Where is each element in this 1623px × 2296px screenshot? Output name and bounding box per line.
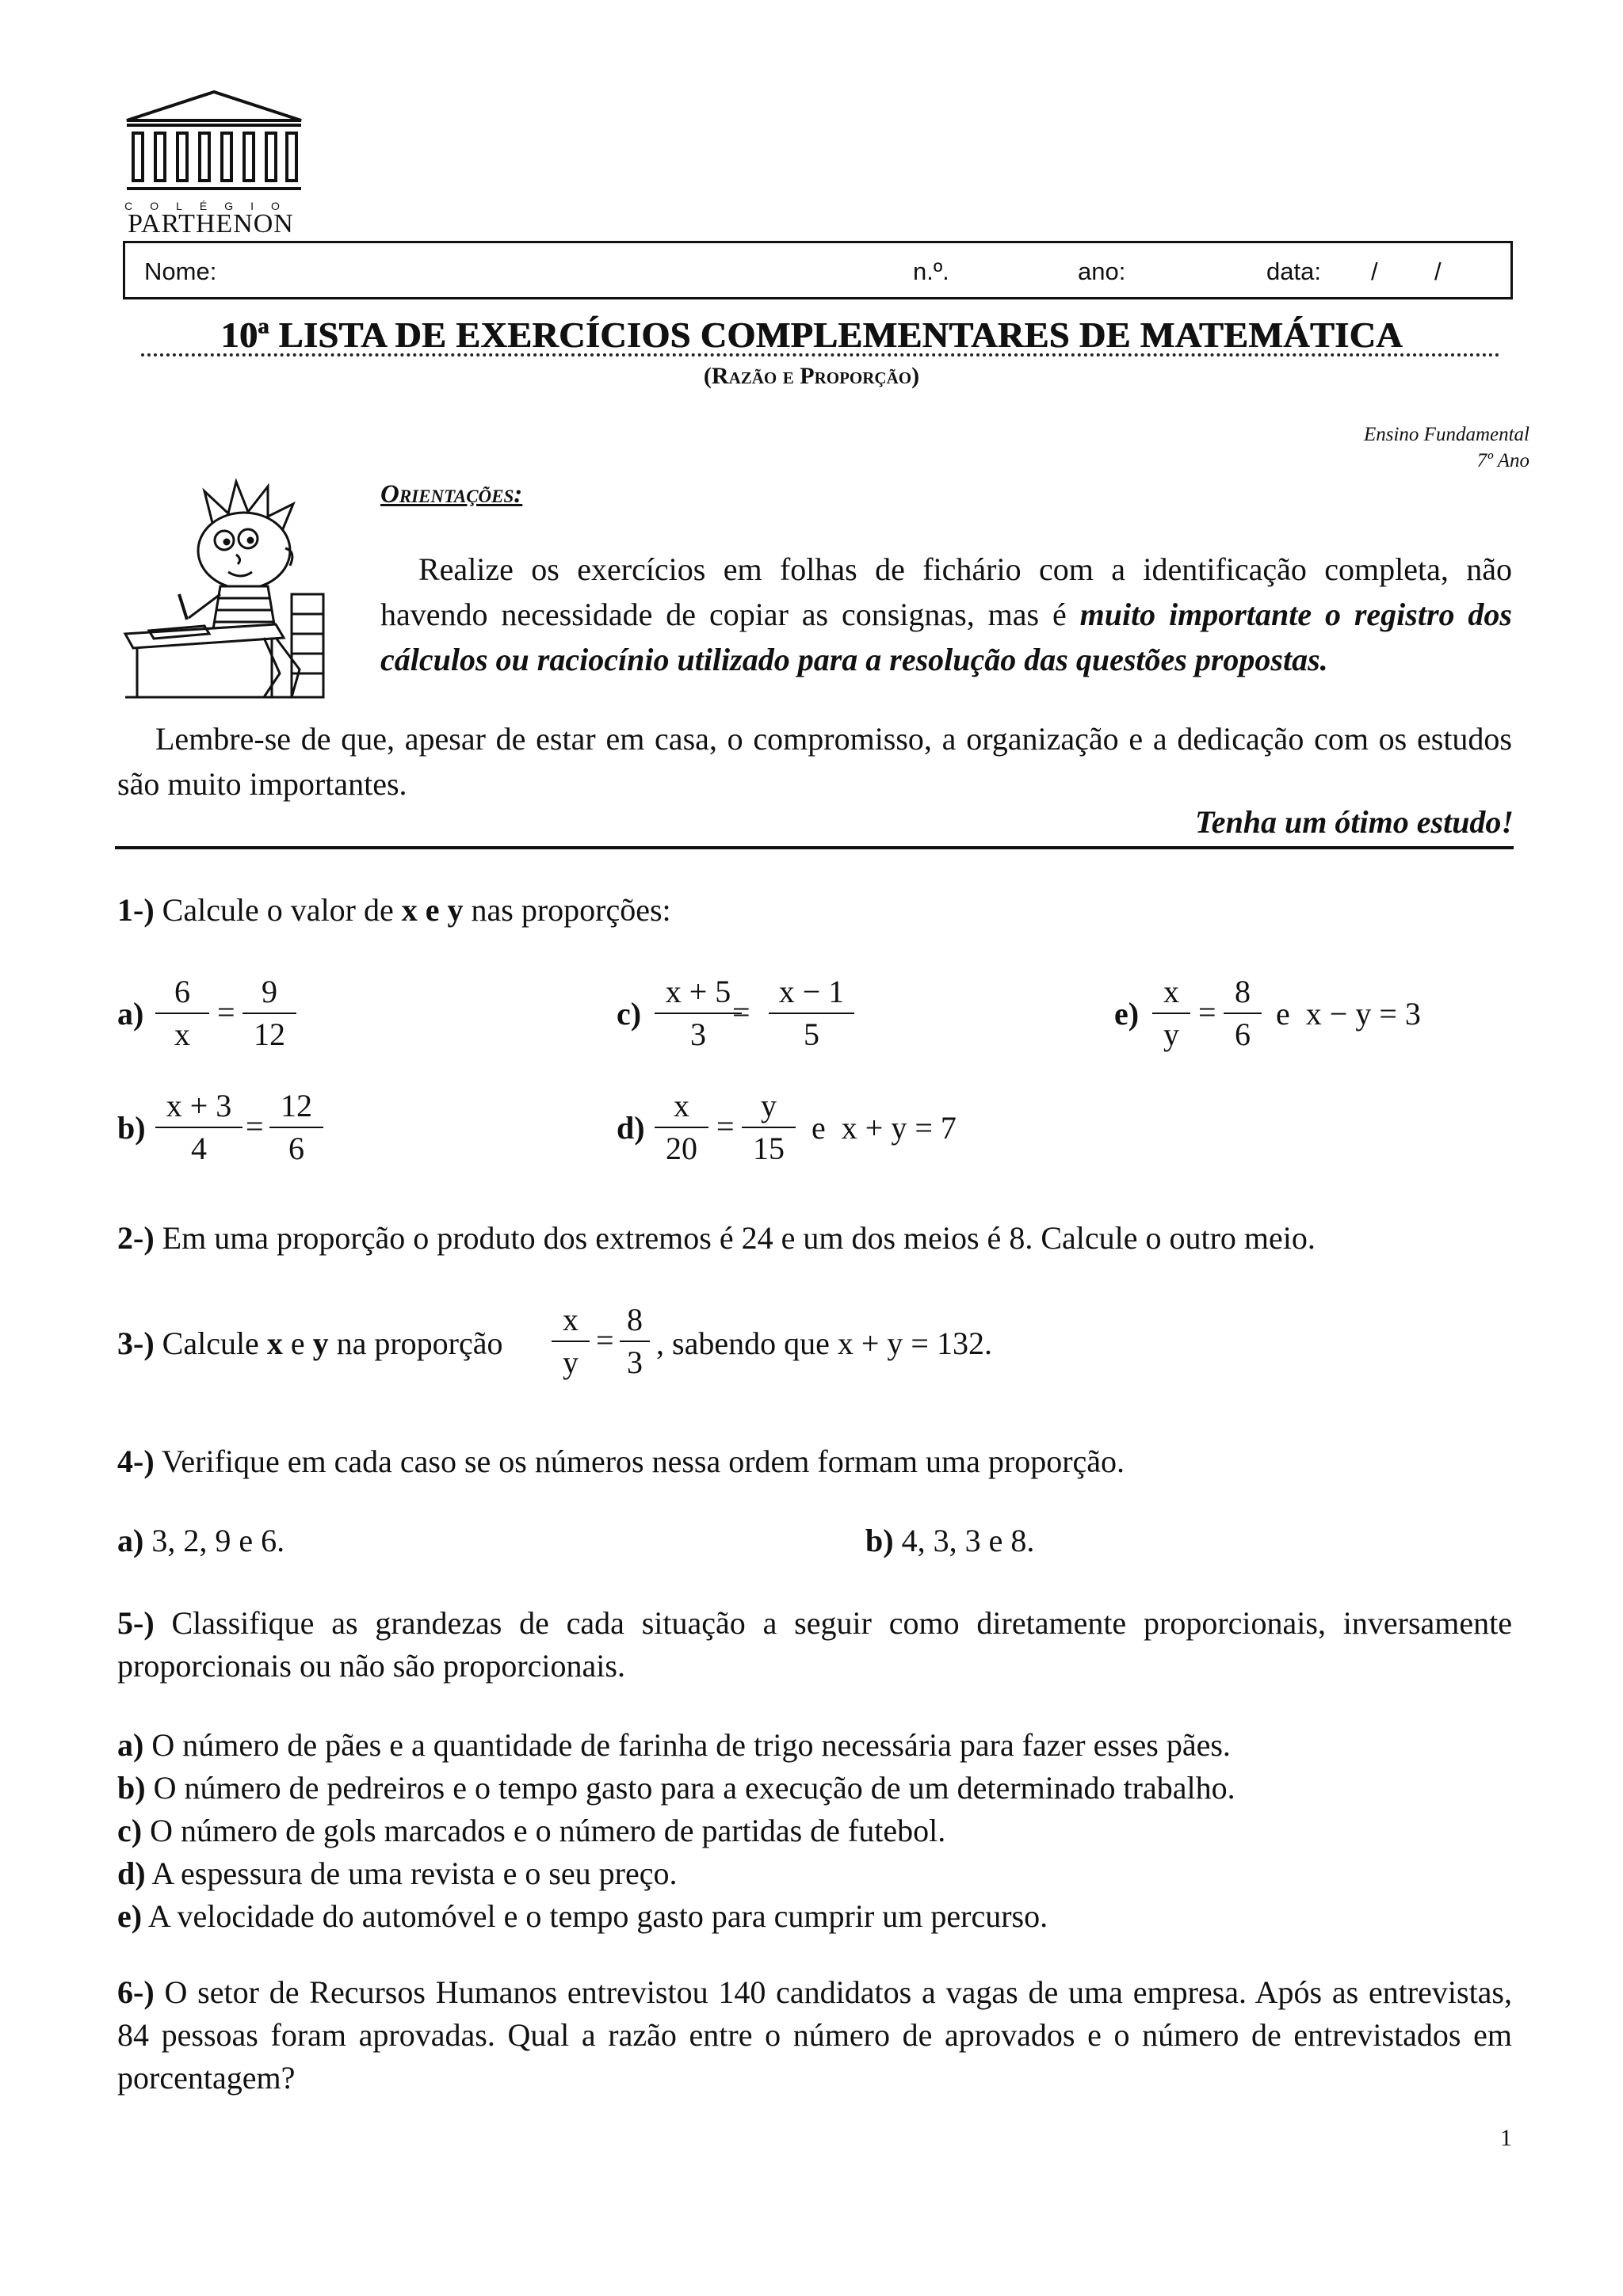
fraction bbox=[151, 1087, 247, 1166]
number-field-label[interactable]: n.º. bbox=[913, 257, 949, 285]
numerator: x bbox=[1163, 974, 1179, 1009]
denominator: 12 bbox=[254, 1016, 285, 1052]
item-label: a) bbox=[117, 996, 144, 1032]
question-text: Calcule o valor de bbox=[162, 892, 394, 928]
closing-message: Tenha um ótimo estudo! bbox=[1195, 804, 1514, 840]
denominator: y bbox=[563, 1344, 579, 1380]
question-6 bbox=[117, 1971, 1512, 2100]
fraction-bar bbox=[269, 1127, 323, 1128]
fraction bbox=[238, 973, 301, 1052]
list-item bbox=[117, 1895, 1528, 1938]
item-label: a) bbox=[117, 1523, 144, 1558]
item-label: d) bbox=[117, 1855, 146, 1891]
fraction bbox=[737, 1087, 800, 1166]
proportion-item-e bbox=[1114, 973, 1558, 1060]
numerator: 6 bbox=[174, 974, 190, 1009]
student-info-box bbox=[123, 241, 1513, 299]
question-variables: x e y bbox=[401, 892, 464, 928]
numerator: 8 bbox=[1235, 974, 1251, 1009]
fraction-bar bbox=[552, 1341, 590, 1342]
question-3 bbox=[117, 1298, 1465, 1385]
condition-text: e x + y = 7 bbox=[812, 1110, 957, 1146]
list-item bbox=[117, 1767, 1528, 1810]
fraction bbox=[151, 973, 214, 1052]
numerator: x bbox=[563, 1302, 579, 1337]
denominator: 20 bbox=[666, 1131, 697, 1166]
orientations-text: Realize os exercícios em folhas de fichário com a identificação completa, não havendo necessidade de copiar as consignas, mas é bbox=[380, 551, 1512, 632]
list-item bbox=[117, 1810, 1528, 1852]
question-3-lead bbox=[117, 1325, 502, 1362]
fraction-bar bbox=[155, 1013, 209, 1014]
question-2 bbox=[117, 1217, 1528, 1260]
section-divider bbox=[115, 846, 1514, 849]
question-number: 5-) bbox=[117, 1605, 155, 1641]
question-text: O setor de Recursos Humanos entrevistou 140 candidatos a vagas de uma empresa. Após as entrevistas, 84 pessoas foram aprovadas. Qual a razão entre o número de aprovados e o número de entrevistados em porcentagem? bbox=[117, 1974, 1512, 2096]
year-field-label[interactable]: ano: bbox=[1078, 257, 1126, 285]
equals-sign: = bbox=[1198, 994, 1216, 1030]
item-text: O número de pedreiros e o tempo gasto para a execução de um determinado trabalho. bbox=[153, 1770, 1235, 1806]
denominator: 15 bbox=[753, 1131, 785, 1166]
fraction bbox=[615, 1301, 655, 1380]
variable-x: x bbox=[266, 1325, 283, 1361]
question-5 bbox=[117, 1602, 1512, 1688]
fraction bbox=[650, 1087, 713, 1166]
question-text: Calcule bbox=[162, 1325, 259, 1361]
fraction-bar bbox=[655, 1013, 742, 1014]
equals-sign: = bbox=[217, 994, 235, 1030]
logo-college-text: COLÉGIO bbox=[124, 200, 297, 212]
equals-sign: = bbox=[246, 1108, 264, 1144]
item-text: 3, 2, 9 e 6. bbox=[151, 1523, 285, 1558]
question-number: 4-) bbox=[117, 1444, 155, 1479]
fraction-bar bbox=[155, 1127, 242, 1128]
proportion-item-b bbox=[117, 1087, 434, 1174]
fraction-bar bbox=[655, 1127, 708, 1128]
denominator: 6 bbox=[1235, 1016, 1251, 1052]
item-text: O número de gols marcados e o número de partidas de futebol. bbox=[150, 1813, 946, 1848]
fraction-bar bbox=[769, 1013, 854, 1014]
level-info bbox=[1364, 421, 1529, 474]
fraction bbox=[1219, 973, 1266, 1052]
list-item bbox=[117, 1852, 1528, 1895]
item-label: d) bbox=[617, 1110, 645, 1146]
student-cartoon-illustration bbox=[117, 475, 347, 705]
fraction-bar bbox=[1152, 1013, 1190, 1014]
name-field-label[interactable]: Nome: bbox=[144, 257, 217, 285]
fraction bbox=[265, 1087, 328, 1166]
question-text: Em uma proporção o produto dos extremos é 24 e um dos meios é 8. Calcule o outro meio. bbox=[162, 1220, 1316, 1256]
question-number: 1-) bbox=[117, 892, 155, 928]
numerator: x bbox=[674, 1088, 689, 1123]
proportion-item-a bbox=[117, 973, 434, 1060]
item-label: b) bbox=[117, 1770, 146, 1806]
fraction bbox=[764, 973, 859, 1052]
orientations-paragraph bbox=[380, 547, 1512, 682]
page-title: 10ª LISTA DE EXERCÍCIOS COMPLEMENTARES DE MATEMÁTICA bbox=[220, 315, 1403, 355]
numerator: 9 bbox=[262, 974, 277, 1009]
numerator: x + 3 bbox=[166, 1088, 232, 1123]
proportion-item-d bbox=[617, 1087, 1060, 1174]
equals-sign: = bbox=[732, 994, 750, 1030]
fraction bbox=[547, 1301, 594, 1380]
denominator: 3 bbox=[690, 1016, 706, 1052]
fraction-bar bbox=[1224, 1013, 1262, 1014]
fraction-bar bbox=[242, 1013, 296, 1014]
fraction-bar bbox=[620, 1341, 650, 1342]
page-subtitle: (Razão e Proporção) bbox=[703, 363, 920, 389]
question-text: Verifique em cada caso se os números nessa ordem formam uma proporção. bbox=[161, 1444, 1125, 1479]
fraction bbox=[1148, 973, 1195, 1052]
question-1 bbox=[117, 889, 671, 932]
proportion-item-c bbox=[617, 973, 934, 1060]
item-label: e) bbox=[1114, 996, 1140, 1032]
logo-name-text: PARTHENON bbox=[128, 209, 294, 238]
title-underline bbox=[141, 353, 1500, 357]
date-field-label[interactable]: data: bbox=[1266, 257, 1321, 285]
date-slash: / bbox=[1371, 257, 1378, 285]
denominator: 6 bbox=[288, 1131, 304, 1166]
reminder-paragraph: Lembre-se de que, apesar de estar em casa, o compromisso, a organização e a dedicação com os estudos são muito importantes. bbox=[117, 721, 1512, 802]
date-slash: / bbox=[1434, 257, 1442, 285]
item-text: O número de pães e a quantidade de farinha de trigo necessária para fazer esses pães. bbox=[151, 1727, 1231, 1763]
question-number: 6-) bbox=[117, 1974, 155, 2010]
numerator: 12 bbox=[281, 1088, 312, 1123]
question-text: na proporção bbox=[336, 1325, 503, 1361]
variable-y: y bbox=[312, 1325, 329, 1361]
item-text: A velocidade do automóvel e o tempo gasto para cumprir um percurso. bbox=[147, 1898, 1048, 1934]
orientations-emphasis: muito importante o registro dos cálculos ou raciocínio utilizado para a resolução das questões propostas. bbox=[380, 597, 1512, 677]
condition-text: e x − y = 3 bbox=[1276, 996, 1421, 1032]
question-text: , sabendo que x + y = 132. bbox=[656, 1325, 992, 1361]
level-year: 7º Ano bbox=[1476, 450, 1529, 471]
page-number: 1 bbox=[1500, 2125, 1512, 2151]
item-label: b) bbox=[865, 1523, 894, 1558]
orientations-heading: Orientações: bbox=[380, 480, 523, 509]
question-text: e bbox=[290, 1325, 305, 1361]
equals-sign: = bbox=[596, 1322, 614, 1358]
numerator: y bbox=[761, 1088, 777, 1123]
item-text: A espessura de uma revista e o seu preço. bbox=[151, 1855, 678, 1891]
level-stage: Ensino Fundamental bbox=[1363, 424, 1529, 445]
item-label: a) bbox=[117, 1727, 144, 1763]
fraction-bar bbox=[742, 1127, 796, 1128]
question-text: Classifique as grandezas de cada situação a seguir como diretamente proporcionais, inversamente proporcionais ou não são proporcionais. bbox=[117, 1605, 1512, 1684]
question-number: 2-) bbox=[117, 1220, 155, 1256]
question-5-items bbox=[117, 1724, 1528, 1938]
item-label: e) bbox=[117, 1898, 143, 1934]
question-number: 3-) bbox=[117, 1325, 155, 1361]
denominator: 4 bbox=[191, 1131, 207, 1166]
question-4-item-b bbox=[865, 1520, 1034, 1562]
item-text: 4, 3, 3 e 8. bbox=[901, 1523, 1035, 1558]
item-label: b) bbox=[117, 1110, 146, 1146]
numerator: x − 1 bbox=[778, 974, 845, 1009]
numerator: 8 bbox=[627, 1302, 643, 1337]
equals-sign: = bbox=[716, 1108, 735, 1144]
denominator: y bbox=[1163, 1016, 1179, 1052]
item-label: c) bbox=[617, 996, 642, 1032]
list-item bbox=[117, 1724, 1528, 1767]
item-label: c) bbox=[117, 1813, 143, 1848]
denominator: 3 bbox=[627, 1344, 643, 1380]
question-text: nas proporções: bbox=[471, 892, 671, 928]
denominator: x bbox=[174, 1016, 190, 1052]
numerator: x + 5 bbox=[665, 974, 731, 1009]
denominator: 5 bbox=[804, 1016, 819, 1052]
question-4-item-a bbox=[117, 1520, 285, 1562]
question-4 bbox=[117, 1440, 1528, 1483]
